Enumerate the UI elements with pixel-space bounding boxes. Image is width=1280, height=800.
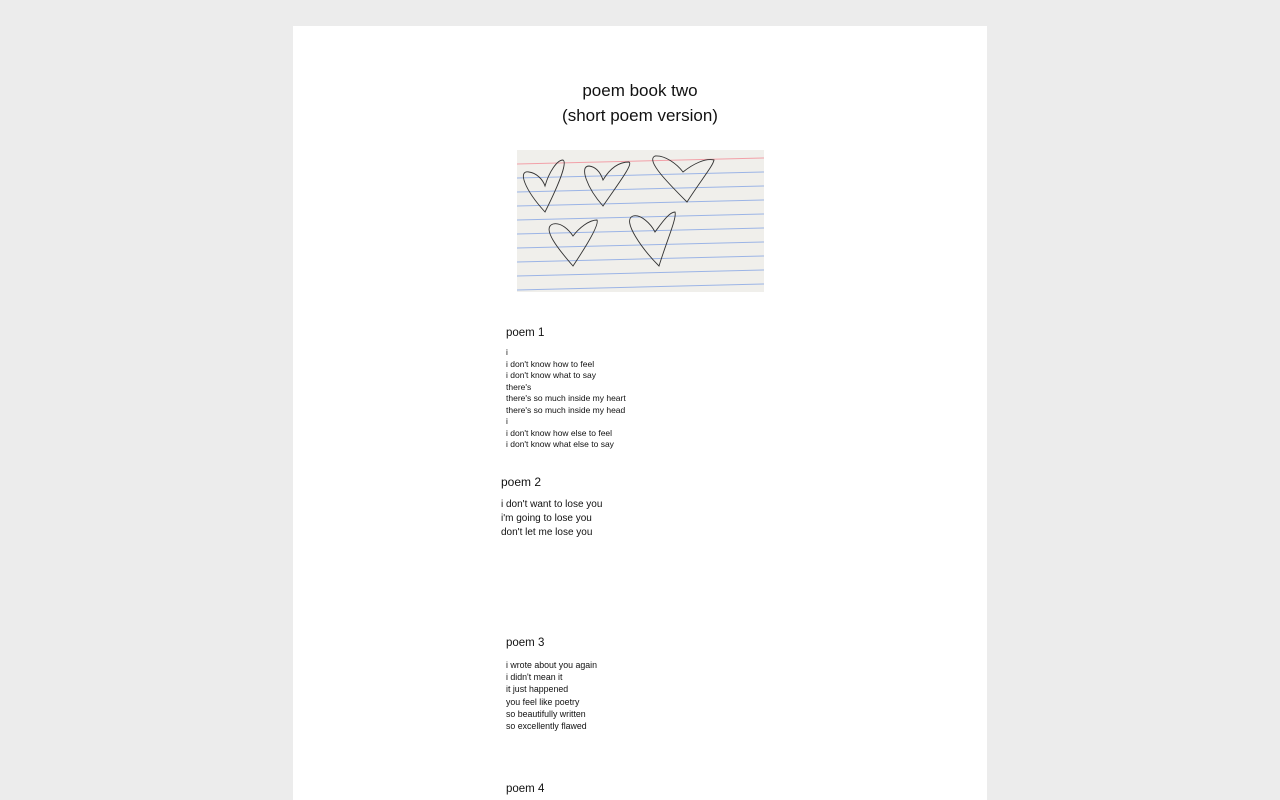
hearts-on-lined-paper-photo xyxy=(517,150,764,292)
poem-lines xyxy=(506,347,626,451)
document-page xyxy=(293,26,987,800)
poem-line: i xyxy=(506,347,508,357)
poem-line: there's so much inside my head xyxy=(506,404,626,415)
poem-heading: poem 1 xyxy=(506,327,545,339)
poem-heading: poem 2 xyxy=(501,475,542,489)
poem-line: i didn't mean it xyxy=(506,672,563,683)
poem-line: so beautifully written xyxy=(506,708,586,719)
poem-line: don't let me lose you xyxy=(501,527,593,538)
poem-line: there's xyxy=(506,381,532,392)
hearts-photo xyxy=(517,150,764,292)
poem-line: i don't know what else to say xyxy=(506,439,614,449)
poem-lines xyxy=(506,659,597,732)
poem-line: i don't know how else to feel xyxy=(506,427,613,438)
poem-line: i don't know how to feel xyxy=(506,358,595,369)
document-title: poem book two xyxy=(582,81,698,100)
poem-lines xyxy=(501,498,602,540)
poem-line: it just happened xyxy=(506,684,569,695)
poem-line: i'm going to lose you xyxy=(501,513,592,524)
poem-line: i don't know what to say xyxy=(506,370,596,380)
poem-line: you feel like poetry xyxy=(506,696,580,707)
poem-line: so excellently flawed xyxy=(506,721,587,732)
poem-heading: poem 3 xyxy=(506,637,545,649)
poem-heading: poem 4 xyxy=(506,783,545,795)
poem-line: i wrote about you again xyxy=(506,660,597,670)
document-subtitle: (short poem version) xyxy=(562,106,718,125)
poem-line: i don't want to lose you xyxy=(501,499,603,510)
poem-line: i xyxy=(506,416,508,426)
poem-line: there's so much inside my heart xyxy=(506,393,626,403)
